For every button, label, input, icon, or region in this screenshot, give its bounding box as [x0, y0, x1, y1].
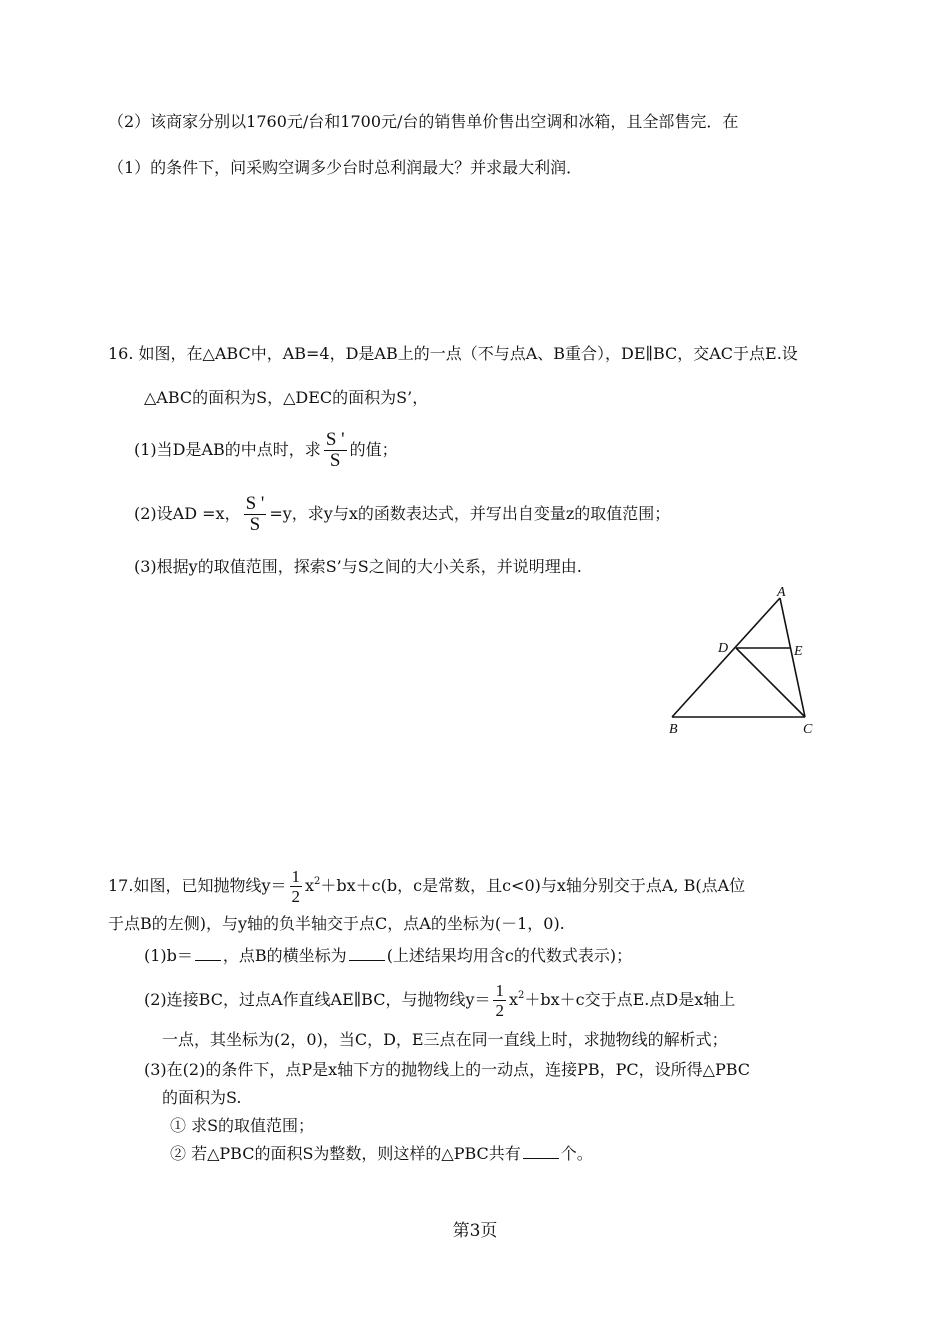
frac-numerator: S '	[325, 429, 345, 450]
frac-numerator: 1	[495, 981, 504, 1000]
page-number: 第3页	[452, 1221, 498, 1241]
p17-q2-pre: (2)连接BC，过点A作直线AE∥BC，与抛物线y＝	[144, 990, 491, 1009]
label-e: E	[794, 644, 803, 659]
frac-numerator: S '	[245, 493, 265, 514]
fraction-s-prime-over-s-2	[244, 494, 267, 535]
p17-q2-post: ＋bx＋c交于点E.点D是x轴上	[524, 990, 736, 1009]
segment-ab	[672, 598, 780, 717]
p17-line1	[108, 860, 745, 908]
p15-q2-line1: （2）该商家分别以1760元/台和1700元/台的销售单价售出空调和冰箱，且全部售完．在	[108, 112, 739, 131]
p16-line2: △ABC的面积为S，△DEC的面积为S’，	[144, 388, 429, 407]
p17-q3-line1: (3)在(2)的条件下，点P是x轴下方的抛物线上的一动点，连接PB，PC，设所得△PBC	[144, 1060, 751, 1079]
answer-blank-xb[interactable]	[349, 946, 385, 961]
p17-l1-x: x	[305, 876, 315, 895]
answer-blank-b[interactable]	[195, 946, 221, 961]
label-a: A	[777, 585, 786, 600]
p16-q2-pre: (2)设AD =x，	[134, 504, 241, 523]
p15-q2-line2: （1）的条件下，问采购空调多少台时总利润最大？并求最大利润．	[108, 158, 583, 177]
p16-q1-pre: (1)当D是AB的中点时，求	[134, 440, 321, 459]
p17-q2-x: x	[508, 990, 519, 1009]
p16-q2	[134, 492, 670, 536]
exponent: 2	[314, 876, 321, 887]
p17-line2: 于点B的左侧)，与y轴的负半轴交于点C，点A的坐标为(－1，0).	[108, 914, 565, 933]
p17-q1-c: (上述结果均用含c的代数式表示)；	[386, 946, 633, 965]
p16-q1	[134, 428, 398, 472]
p16-q3: (3)根据y的取值范围，探索S’与S之间的大小关系，并说明理由.	[134, 557, 582, 576]
p17-l1-post: ＋bx＋c(b，c是常数，且c<0)与x轴分别交于点A, B(点A位	[320, 876, 746, 895]
p17-q1	[144, 946, 632, 966]
label-d: D	[718, 641, 729, 656]
p16-line1: 16. 如图，在△ABC中，AB=4，D是AB上的一点（不与点A、B重合），DE∥BC，交AC于点E.设	[108, 344, 798, 363]
p17-q3-i: ① 求S的取值范围；	[170, 1116, 315, 1135]
frac-numerator: 1	[291, 867, 300, 886]
p17-q3-ii-pre: ② 若△PBC的面积S为整数，则这样的△PBC共有	[170, 1144, 521, 1163]
p16-q1-post: 的值；	[349, 440, 398, 459]
p16-q2-post: =y，求y与x的函数表达式，并写出自变量z的取值范围；	[269, 504, 671, 523]
frac-denominator: 2	[495, 1001, 504, 1020]
p17-l1-pre: 17.如图，已知抛物线y＝	[108, 876, 287, 895]
p17-q3-line2: 的面积为S.	[162, 1088, 242, 1107]
label-c: C	[803, 722, 813, 737]
fraction-s-prime-over-s	[324, 430, 347, 471]
fraction-one-half-2	[493, 981, 506, 1020]
p17-q1-a: (1)b＝	[144, 946, 193, 965]
frac-denominator: 2	[291, 887, 300, 906]
frac-denominator: S	[324, 450, 347, 471]
fraction-one-half	[290, 867, 303, 906]
p17-q1-b: ，点B的横坐标为	[222, 946, 347, 965]
frac-denominator: S	[244, 514, 267, 535]
triangle-figure	[660, 580, 830, 740]
p17-q3-ii-post: 个。	[560, 1144, 593, 1163]
p17-q2	[144, 974, 735, 1022]
p17-q2-line2: 一点，其坐标为(2，0)，当C，D，E三点在同一直线上时，求抛物线的解析式；	[162, 1030, 728, 1049]
label-b: B	[669, 722, 678, 737]
p17-q3-ii	[170, 1144, 593, 1164]
exponent: 2	[518, 990, 525, 1001]
answer-blank-count[interactable]	[523, 1144, 559, 1159]
